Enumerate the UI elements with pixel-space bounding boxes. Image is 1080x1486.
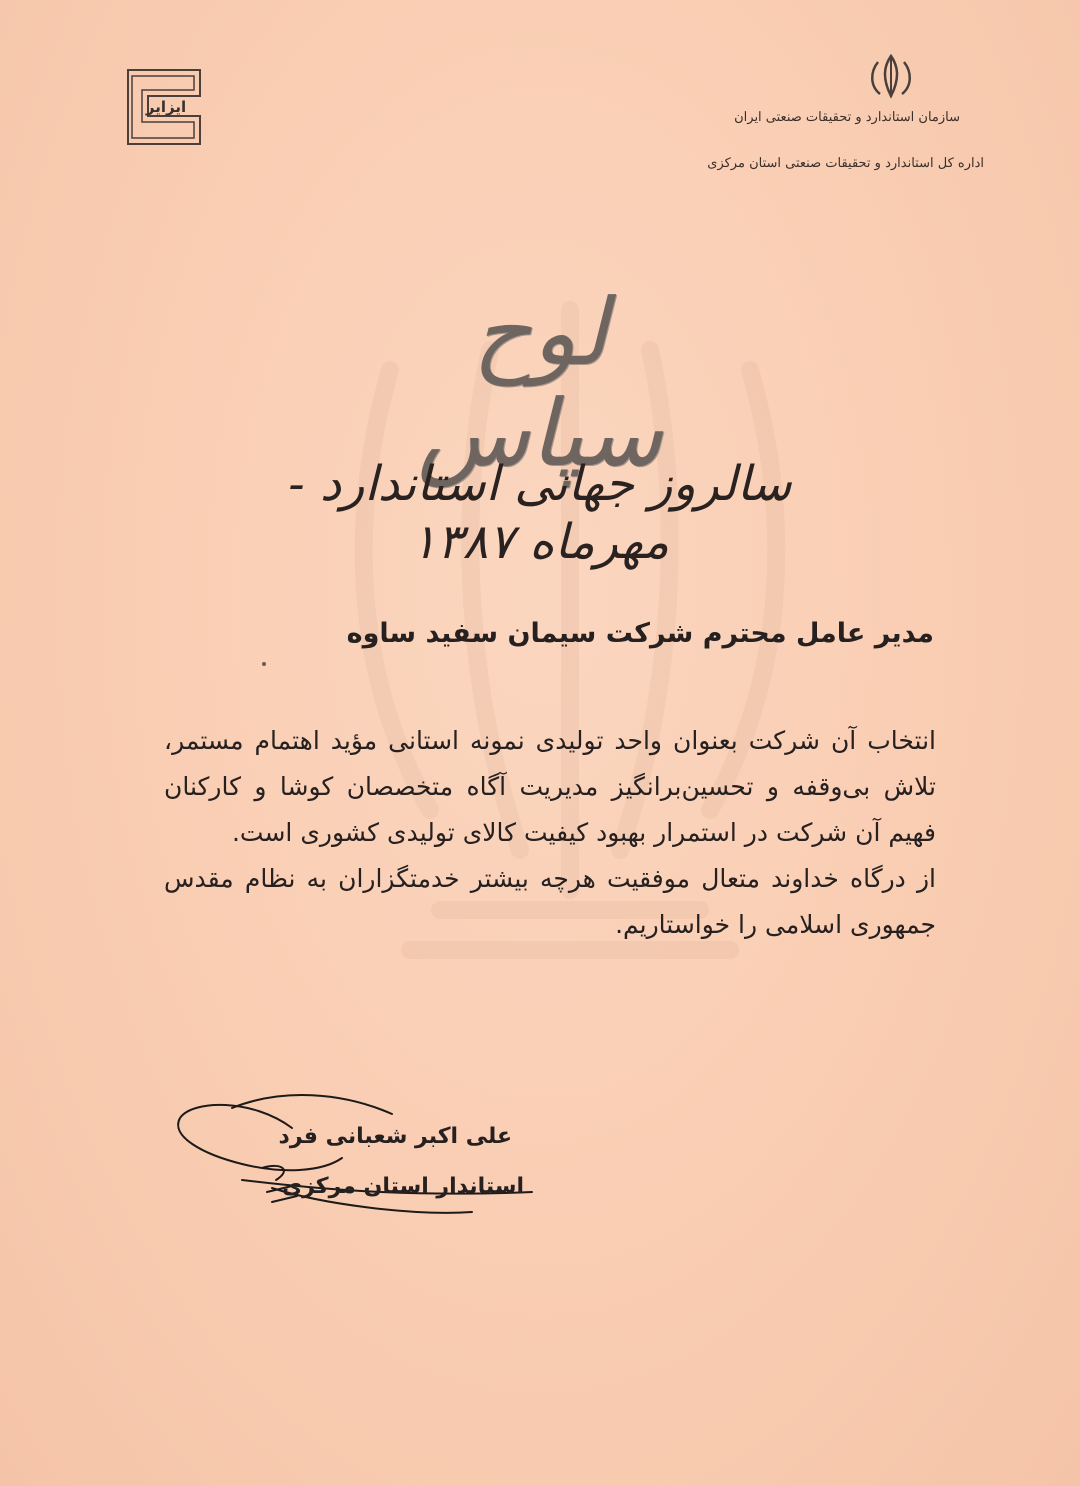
iran-emblem-icon [862,52,920,100]
addressee-line: مدیر عامل محترم شرکت سیمان سفید ساوه [346,618,934,649]
certificate-body [164,718,936,948]
isiri-logo-text: ایزایر [145,98,187,116]
body-paragraph-2: از درگاه خداوند متعال موفقیت هرچه بیشتر خدمتگزاران به نظام مقدس جمهوری اسلامی را خواستاریم. [164,864,936,939]
signer-title: استاندار استان مرکزی [281,1174,524,1199]
body-paragraph-1: انتخاب آن شرکت بعنوان واحد تولیدی نمونه استانی مؤید اهتمام مستمر، تلاش بی‌وقفه و تحسین‌برانگیز مدیریت آگاه متخصصان کوشا و کارکنان فهیم آن شرکت در استمرار بهبود کیفیت کالای تولیدی کشوری است. [164,726,936,847]
certificate-title: لوح سپاس [417,279,663,488]
org-name-provincial: اداره کل استاندارد و تحقیقات صنعتی استان مرکزی [707,156,984,171]
isiri-logo-icon [122,66,206,148]
handwritten-signature-icon [172,1088,542,1228]
paper-speck [262,662,266,666]
signer-name: علی اکبر شعبانی فرد [278,1124,512,1149]
certificate-subtitle: سالروز جهانی استاندارد - مهرماه ۱۳۸۷ [288,456,792,570]
org-name-national: سازمان استاندارد و تحقیقات صنعتی ایران [734,110,960,125]
